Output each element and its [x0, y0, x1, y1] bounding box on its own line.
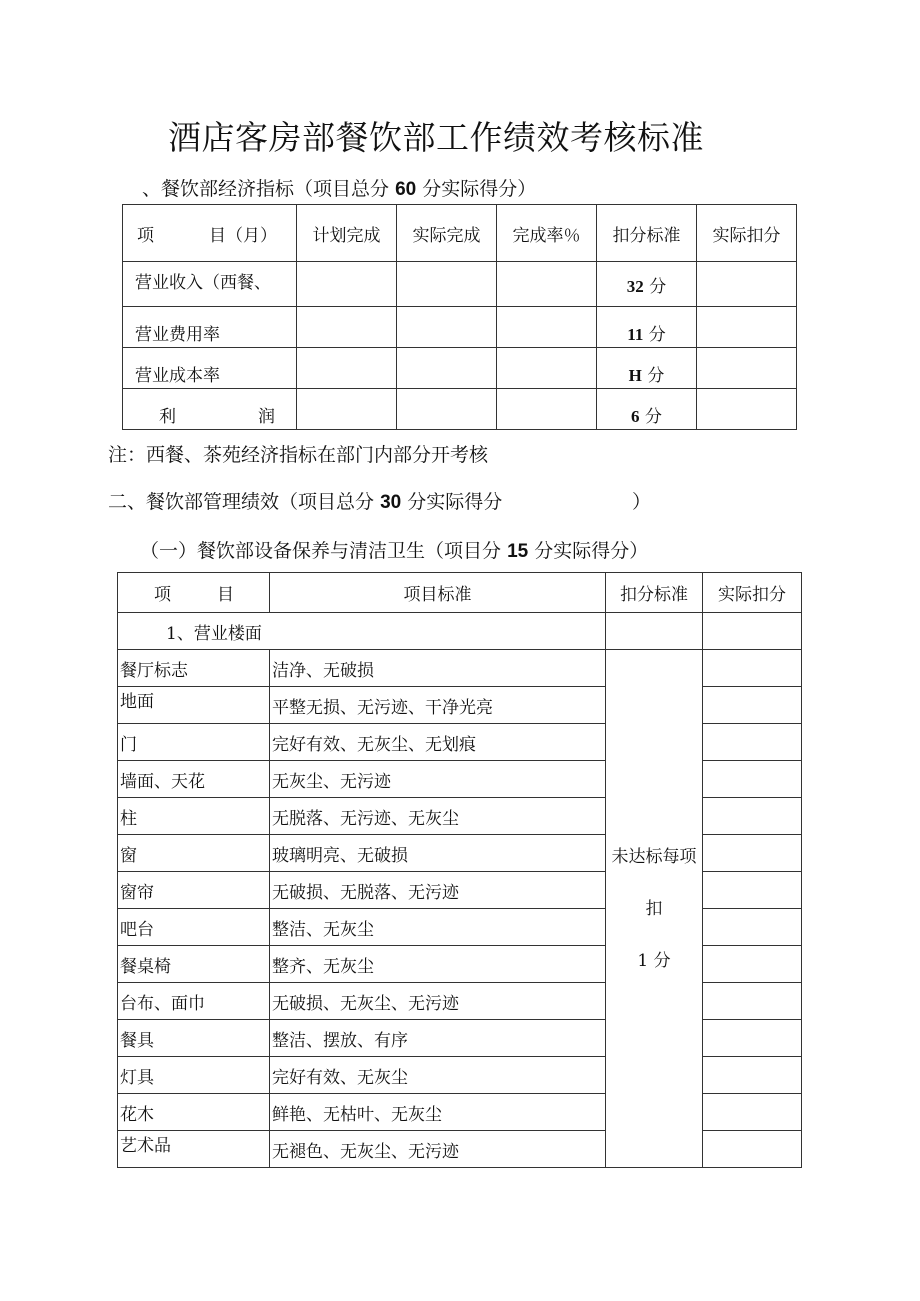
- row-standard: 整齐、无灰尘: [270, 946, 606, 983]
- row-standard: 整洁、摆放、有序: [270, 1020, 606, 1057]
- header-actual: 实际完成: [397, 205, 497, 262]
- cell-actual-deduct: [703, 946, 802, 983]
- cell-rate: [497, 262, 597, 307]
- row-standard: 无脱落、无污迹、无灰尘: [270, 798, 606, 835]
- header-item: 项 目（月）: [123, 205, 297, 262]
- cell-plan: [297, 348, 397, 389]
- row-standard: 鲜艳、无枯叶、无灰尘: [270, 1094, 606, 1131]
- section-2-1-suffix: 分实际得分）: [534, 540, 649, 562]
- economic-indicators-table: [122, 204, 797, 430]
- row-standard: 无褪色、无灰尘、无污迹: [270, 1131, 606, 1168]
- row-item: 窗: [118, 835, 270, 872]
- note-text: 注：西餐、茶苑经济指标在部门内部分开考核: [108, 444, 489, 466]
- row-item: 营业成本率: [123, 348, 297, 389]
- row-item: 营业费用率: [123, 307, 297, 348]
- table-header-row: [123, 205, 797, 262]
- row-item: 营业收入（西餐、: [123, 262, 297, 307]
- table-header-row: [118, 573, 802, 613]
- row-item: 花木: [118, 1094, 270, 1131]
- header-plan: 计划完成: [297, 205, 397, 262]
- cleaning-standards-table: [117, 572, 802, 1168]
- row-standard: 无灰尘、无污迹: [270, 761, 606, 798]
- section-2-points: 30: [380, 492, 402, 513]
- cell-actual-deduct: [703, 835, 802, 872]
- deduct-rule-line2: 扣: [645, 898, 663, 919]
- section-2-1-prefix: （一）餐饮部设备保养与清洁卫生（项目分: [140, 540, 502, 562]
- cell-actual-deduct: [703, 1057, 802, 1094]
- header-actual-deduct: 实际扣分: [703, 573, 802, 613]
- cell-actual-deduct: [703, 983, 802, 1020]
- section-2-suffix: 分实际得分: [407, 491, 503, 513]
- cell-score: 11 分: [597, 307, 697, 348]
- cell-rate: [497, 307, 597, 348]
- section-1-points: 60: [395, 179, 417, 200]
- cell-actual-deduct: [703, 872, 802, 909]
- row-standard: 平整无损、无污迹、干净光亮: [270, 687, 606, 724]
- deduct-rule-cell: [606, 650, 703, 1168]
- cell-actual: [397, 389, 497, 430]
- cell-actual: [397, 348, 497, 389]
- section-2-close: ）: [632, 491, 652, 513]
- section-2-heading: [108, 487, 502, 514]
- row-standard: 玻璃明亮、无破损: [270, 835, 606, 872]
- cell-actual: [397, 307, 497, 348]
- cell-actual-deduct: [703, 1094, 802, 1131]
- row-item: 门: [118, 724, 270, 761]
- table-row: [123, 348, 797, 389]
- cell-actual-deduct: [697, 307, 797, 348]
- header-deduct: 扣分标准: [597, 205, 697, 262]
- cell-plan: [297, 389, 397, 430]
- cell-actual-deduct: [703, 1131, 802, 1168]
- row-standard: 完好有效、无灰尘: [270, 1057, 606, 1094]
- cell-actual-deduct: [703, 650, 802, 687]
- deduct-rule-line1: 未达标每项: [611, 846, 697, 867]
- cell-actual-deduct: [697, 348, 797, 389]
- deduct-rule-line3: 1 分: [637, 950, 671, 971]
- row-item: 台布、面巾: [118, 983, 270, 1020]
- cell-actual-deduct: [703, 613, 802, 650]
- cell-actual-deduct: [703, 761, 802, 798]
- cell-actual-deduct: [697, 262, 797, 307]
- cell-rate: [497, 389, 597, 430]
- section-2-1-points: 15: [507, 541, 529, 562]
- section-1-heading: [142, 174, 536, 201]
- cell-actual-deduct: [703, 687, 802, 724]
- row-standard: 完好有效、无灰尘、无划痕: [270, 724, 606, 761]
- cell-actual-deduct: [703, 724, 802, 761]
- group-row: [118, 613, 802, 650]
- table-row: [123, 307, 797, 348]
- header-actual-deduct: 实际扣分: [697, 205, 797, 262]
- table-row: [123, 389, 797, 430]
- row-item: 餐厅标志: [118, 650, 270, 687]
- cell-actual-deduct: [703, 909, 802, 946]
- header-deduct: 扣分标准: [606, 573, 703, 613]
- section-1-suffix: 分实际得分）: [422, 178, 537, 200]
- row-standard: 无破损、无脱落、无污迹: [270, 872, 606, 909]
- section-1-prefix: 、餐饮部经济指标（项目总分: [142, 178, 390, 200]
- cell-rate: [497, 348, 597, 389]
- row-standard: 无破损、无灰尘、无污迹: [270, 983, 606, 1020]
- header-standard: 项目标准: [270, 573, 606, 613]
- row-item: 艺术品: [118, 1131, 270, 1168]
- row-item: 灯具: [118, 1057, 270, 1094]
- row-item: 柱: [118, 798, 270, 835]
- cell-plan: [297, 262, 397, 307]
- cell-actual-deduct: [703, 1020, 802, 1057]
- row-item: 窗帘: [118, 872, 270, 909]
- cell-score: 6 分: [597, 389, 697, 430]
- row-item: 地面: [118, 687, 270, 724]
- cell-plan: [297, 307, 397, 348]
- table-row: [118, 650, 802, 687]
- header-rate: 完成率％: [497, 205, 597, 262]
- cell-score: 32 分: [597, 262, 697, 307]
- section-2-prefix: 二、餐饮部管理绩效（项目总分: [108, 491, 375, 513]
- cell-actual-deduct: [697, 389, 797, 430]
- header-item: 项 目: [118, 573, 270, 613]
- cell-actual-deduct: [703, 798, 802, 835]
- row-item: 餐桌椅: [118, 946, 270, 983]
- section-2-1-heading: [140, 536, 648, 563]
- group-label: 1、营业楼面: [118, 613, 606, 650]
- row-item: 吧台: [118, 909, 270, 946]
- cell-actual: [397, 262, 497, 307]
- cell-score: H 分: [597, 348, 697, 389]
- row-standard: 洁净、无破损: [270, 650, 606, 687]
- row-standard: 整洁、无灰尘: [270, 909, 606, 946]
- cell-deduct: [606, 613, 703, 650]
- row-item: 餐具: [118, 1020, 270, 1057]
- page-title: 酒店客房部餐饮部工作绩效考核标准: [168, 118, 704, 157]
- row-item: 利 润: [123, 389, 297, 430]
- row-item: 墙面、天花: [118, 761, 270, 798]
- table-row: [123, 262, 797, 307]
